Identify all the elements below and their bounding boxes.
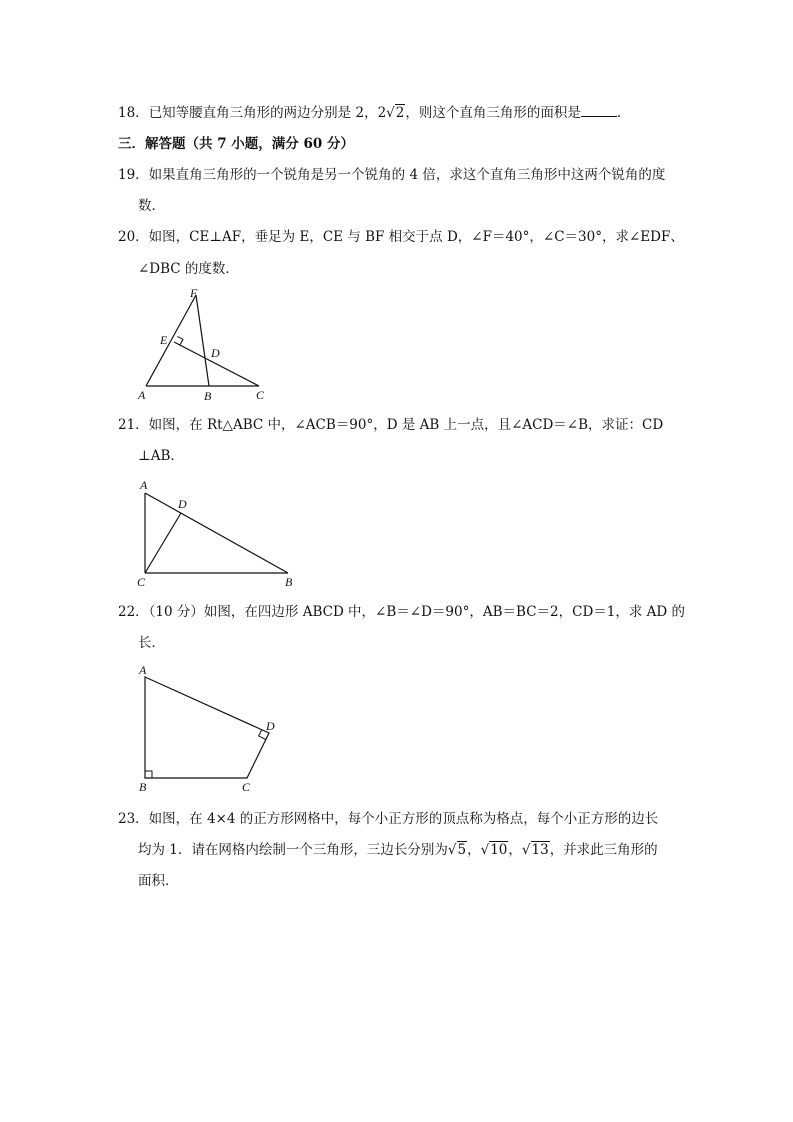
q20-line1: 20．如图，CE⊥AF，垂足为 E，CE 与 BF 相交于点 D，∠F＝40°，∠C＝30°，求∠EDF、 xyxy=(118,229,684,245)
radicand-5: 5 xyxy=(457,842,467,858)
q23-line2 xyxy=(138,840,658,860)
label-d: D xyxy=(211,346,220,360)
segment-cd xyxy=(145,513,181,573)
q22-line1: 22．（10 分）如图，在四边形 ABCD 中，∠B＝∠D＝90°，AB＝BC＝2，CD＝1，求 AD 的 xyxy=(118,604,686,620)
segment-af xyxy=(146,295,196,386)
segment-fb xyxy=(196,295,209,386)
q23-text-post: ，并求此三角形的 xyxy=(549,842,658,858)
radicand-13: 13 xyxy=(531,842,549,858)
segment-ab xyxy=(145,493,288,573)
q18-text-post: ，则这个直角三角形的面积是 xyxy=(405,105,581,121)
sqrt-symbol: √2 xyxy=(386,105,405,121)
question-18 xyxy=(118,103,630,123)
label-b: B xyxy=(204,389,212,403)
separator: ， xyxy=(467,842,481,858)
q18-number: 18． xyxy=(118,105,149,121)
label-f: F xyxy=(190,286,198,300)
label-c: C xyxy=(137,575,146,589)
q23-text-pre: 均为 1．请在网格内绘制一个三角形，三边长分别为 xyxy=(138,842,448,858)
label-c: C xyxy=(242,780,251,794)
label-b: B xyxy=(285,575,293,589)
q22-figure xyxy=(130,660,290,800)
label-d: D xyxy=(178,497,187,511)
q18-radicand: 2 xyxy=(395,105,405,121)
q20-line2: ∠DBC 的度数． xyxy=(138,261,239,277)
q20-figure xyxy=(130,285,280,403)
label-a: A xyxy=(139,663,147,677)
q19-line2: 数． xyxy=(138,198,165,214)
q18-text-pre: 已知等腰直角三角形的两边分别是 2，2 xyxy=(148,105,387,121)
answer-blank[interactable] xyxy=(581,104,617,117)
right-angle-mark-b xyxy=(145,771,152,778)
label-c: C xyxy=(256,388,265,402)
sqrt-10: √10 xyxy=(480,842,508,858)
q21-figure xyxy=(130,474,305,592)
q21-line2: ⊥AB． xyxy=(138,448,184,464)
label-b: B xyxy=(139,780,147,794)
q21-line1: 21．如图，在 Rt△ABC 中，∠ACB＝90°，D 是 AB 上一点，且∠ACD＝∠B，求证：CD xyxy=(118,417,664,433)
sqrt-5: √5 xyxy=(447,842,467,858)
section-heading: 三．解答题（共 7 小题，满分 60 分） xyxy=(118,136,354,152)
label-a: A xyxy=(138,388,146,402)
q23-line3: 面积． xyxy=(138,873,179,889)
q22-line2: 长． xyxy=(138,635,165,651)
q18-end: ． xyxy=(616,105,631,121)
sqrt-13: √13 xyxy=(521,842,549,858)
separator: ， xyxy=(508,842,522,858)
label-a: A xyxy=(140,478,148,492)
label-e: E xyxy=(160,333,168,347)
label-d: D xyxy=(266,719,275,733)
q19-line1: 19．如果直角三角形的一个锐角是另一个锐角的 4 倍，求这个直角三角形中这两个锐角的度 xyxy=(118,167,666,183)
radicand-10: 10 xyxy=(490,842,508,858)
q23-line1: 23．如图，在 4×4 的正方形网格中，每个小正方形的顶点称为格点，每个小正方形的边长 xyxy=(118,811,659,827)
quadrilateral-abcd xyxy=(145,677,269,778)
